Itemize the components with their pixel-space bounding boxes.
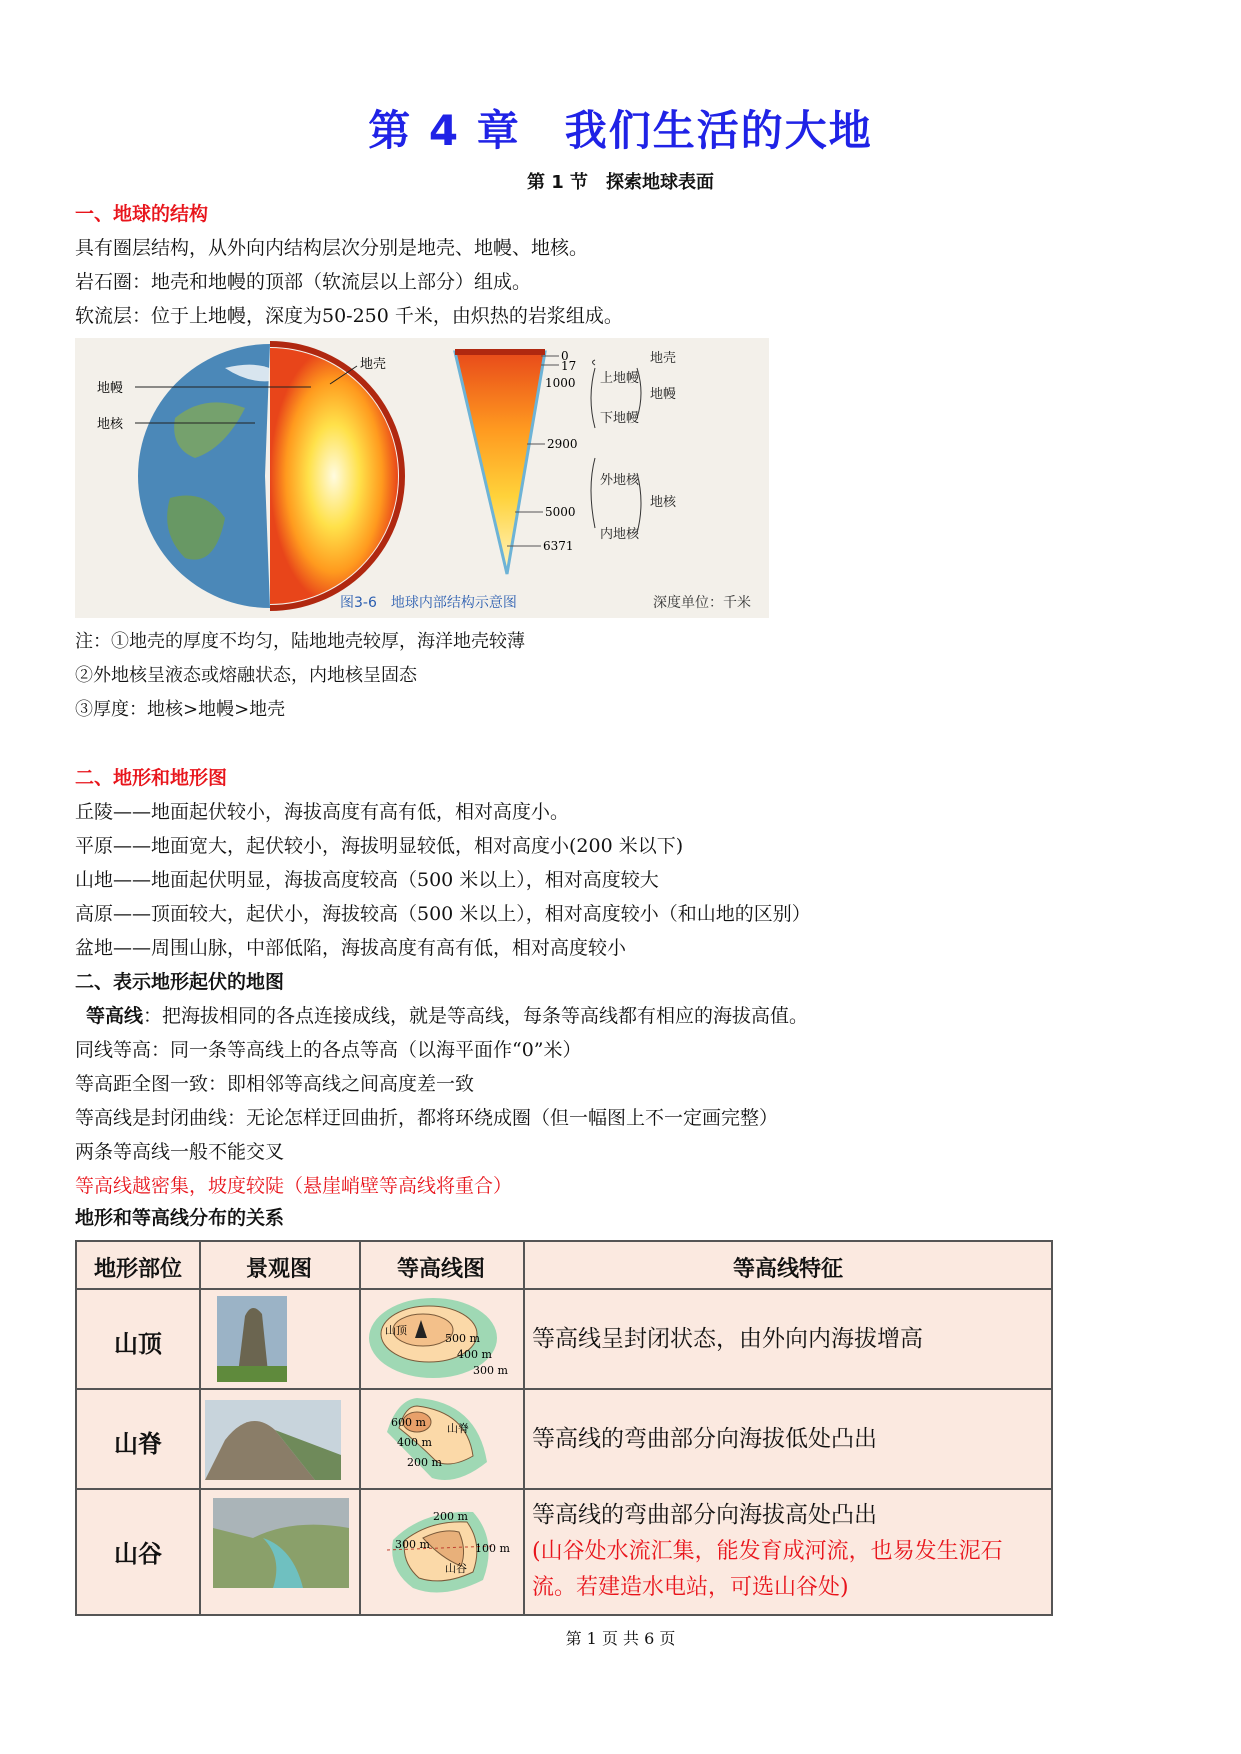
text-line: 具有圈层结构，从外向内结构层次分别是地壳、地幔、地核。: [75, 237, 589, 259]
layer-label-upper-mantle: 上地幔: [600, 371, 640, 386]
group-label-crust: 地壳: [650, 351, 677, 366]
contour-label: 200 m: [407, 1456, 442, 1469]
globe-label-mantle: 地幔: [97, 381, 124, 396]
note-line: ③厚度：地核>地幔>地壳: [75, 699, 286, 720]
contour-label: 300 m: [473, 1364, 508, 1377]
note-line: 注：①地壳的厚度不均匀，陆地地壳较厚，海洋地壳较薄: [75, 631, 525, 652]
figure-caption: 图3-6 地球内部结构示意图: [340, 595, 517, 611]
depth-label: 0: [561, 349, 569, 363]
summit-landscape-image: [217, 1296, 287, 1382]
row-name-summit: 山顶: [114, 1330, 162, 1358]
chapter-title: 第 4 章 我们生活的大地: [368, 106, 873, 155]
section-title: 第 1 节 探索地球表面: [526, 172, 715, 193]
page-footer: 第 1 页 共 6 页: [565, 1629, 676, 1648]
text-line: 高原——顶面较大，起伏小，海拔较高（500 米以上），相对高度较小（和山地的区别）: [75, 903, 811, 925]
text-line: 软流层：位于上地幔，深度为50-250 千米，由炽热的岩浆组成。: [75, 305, 623, 327]
contour-label: 400 m: [457, 1348, 492, 1361]
figure-unit: 深度单位：千米: [653, 595, 751, 611]
note-line: ②外地核呈液态或熔融状态，内地核呈固态: [75, 665, 417, 686]
group-label-mantle: 地幔: [650, 387, 677, 402]
text-line: 山地——地面起伏明显，海拔高度较高（500 米以上），相对高度较大: [75, 869, 659, 891]
contour-label: 山脊: [447, 1422, 469, 1435]
heading-earth-structure: 一、地球的结构: [75, 203, 209, 225]
valley-contour-map: [383, 1500, 510, 1600]
row-feature-valley-note: (山谷处水流汇集，能发育成河流，也易发生泥石流。若建造水电站，可选山谷处): [532, 1539, 1003, 1600]
term-contour: 等高线: [86, 1005, 144, 1027]
row-feature-valley: [532, 1496, 1037, 1606]
layer-label-lower-mantle: 下地幔: [600, 411, 640, 426]
contour-label: 600 m: [391, 1416, 426, 1429]
contour-label: 300 m: [395, 1538, 430, 1551]
text-line: 丘陵——地面起伏较小，海拔高度有高有低，相对高度小。: [75, 801, 570, 823]
depth-label: 1000: [545, 376, 576, 390]
text-line: 盆地——周围山脉，中部低陷，海拔高度有高有低，相对高度较小: [75, 937, 627, 959]
text-line: 两条等高线一般不能交叉: [75, 1141, 285, 1163]
globe: [135, 344, 402, 608]
text-line: 岩石圈：地壳和地幔的顶部（软流层以上部分）组成。: [75, 271, 532, 293]
text-line: 等高线是封闭曲线：无论怎样迂回曲折，都将环绕成圈（但一幅图上不一定画完整）: [75, 1107, 779, 1129]
earth-structure-figure: [75, 338, 769, 618]
ridge-contour-map: [377, 1392, 497, 1486]
row-name-valley: 山谷: [114, 1540, 162, 1568]
text-line: 等高距全图一致：即相邻等高线之间高度差一致: [75, 1073, 475, 1095]
row-name-ridge: 山脊: [114, 1430, 162, 1458]
globe-label-crust: 地壳: [360, 357, 387, 372]
contour-label: 山谷: [445, 1562, 467, 1575]
heading-topographic-map: 二、表示地形起伏的地图: [75, 971, 285, 993]
header-landscape: 景观图: [245, 1257, 312, 1282]
valley-landscape-image: [213, 1498, 349, 1588]
layer-label-outer-core: 外地核: [600, 473, 640, 488]
summit-contour-map: [365, 1294, 519, 1384]
contour-label: 山顶: [385, 1324, 407, 1337]
contour-label: 100 m: [475, 1542, 510, 1555]
contour-label: 200 m: [433, 1510, 468, 1523]
group-label-core: 地核: [650, 495, 677, 510]
depth-label: 5000: [545, 505, 576, 519]
layer-label-inner-core: 内地核: [600, 527, 640, 542]
earth-structure-illustration: [75, 338, 769, 618]
contour-definition-text: ：把海拔相同的各点连接成线，就是等高线，每条等高线都有相应的海拔高值。: [143, 1005, 809, 1027]
depth-label: 17: [561, 359, 577, 373]
depth-label: 2900: [547, 437, 578, 451]
row-feature-ridge: 等高线的弯曲部分向海拔低处凸出: [532, 1426, 877, 1452]
ridge-landscape-image: [205, 1400, 341, 1480]
row-feature-summit: 等高线呈封闭状态，由外向内海拔增高: [532, 1326, 923, 1352]
row-feature-valley-text: 等高线的弯曲部分向海拔高处凸出: [532, 1502, 877, 1528]
depth-wedge: [455, 352, 545, 574]
text-line: 平原——地面宽大，起伏较小，海拔明显较低，相对高度小(200 米以下): [75, 835, 684, 857]
heading-landforms: 二、地形和地形图: [75, 767, 228, 789]
text-line: 同线等高：同一条等高线上的各点等高（以海平面作“0”米）: [75, 1039, 582, 1061]
header-contour-feature: 等高线特征: [732, 1257, 843, 1282]
globe-label-core: 地核: [97, 417, 124, 432]
contour-label: 500 m: [445, 1332, 480, 1345]
header-contour-map: 等高线图: [396, 1257, 485, 1282]
depth-label: 6371: [543, 539, 574, 553]
landform-contour-table: [75, 1240, 1053, 1616]
contour-definition: [86, 1004, 808, 1028]
text-line-highlight: 等高线越密集，坡度较陡（悬崖峭壁等高线将重合）: [75, 1175, 513, 1197]
contour-label: 400 m: [397, 1436, 432, 1449]
table-heading: 地形和等高线分布的关系: [75, 1207, 285, 1229]
header-landform: 地形部位: [93, 1257, 182, 1282]
